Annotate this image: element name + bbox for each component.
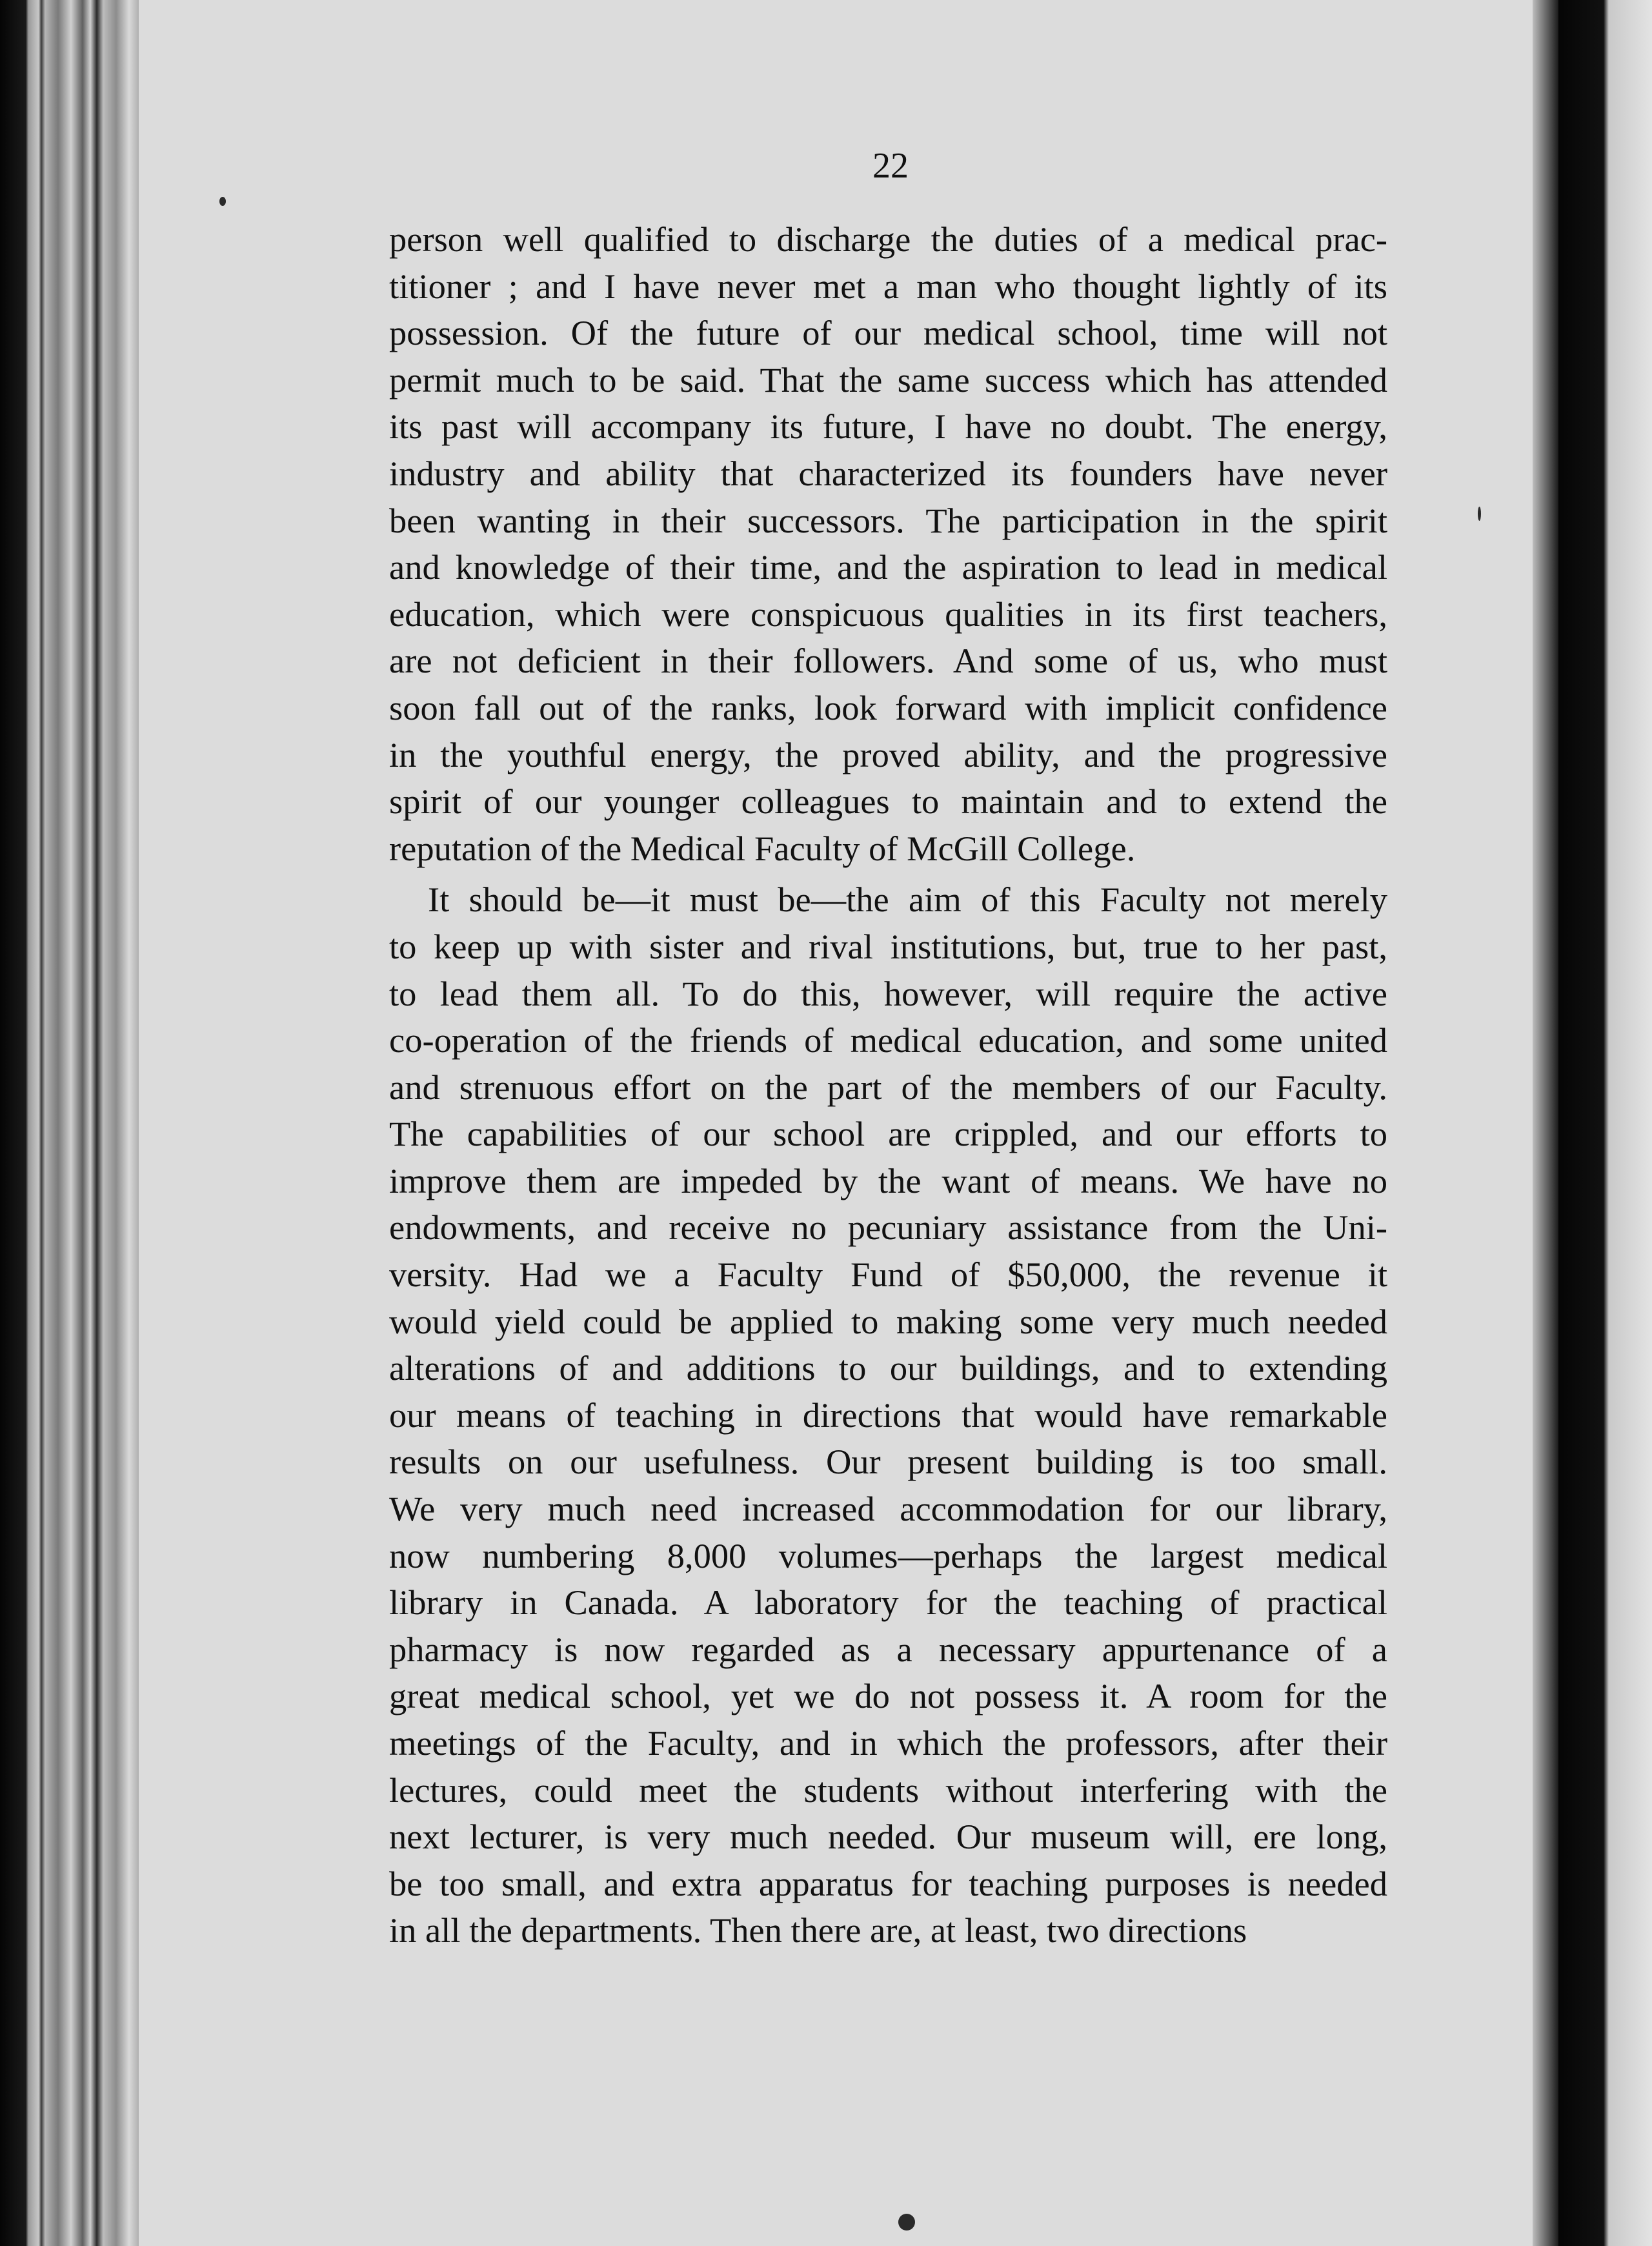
scan-speck: [219, 197, 226, 206]
text-line: pharmacy is now regarded as a necessary appurtenance of a: [389, 1629, 1387, 1669]
text-line: The capabilities of our school are crippled, and our efforts to: [389, 1114, 1387, 1154]
text-line: lectures, could meet the students without interfering with the: [389, 1770, 1387, 1810]
text-line: possession. Of the future of our medical school, time will not: [389, 313, 1387, 353]
text-line: improve them are impeded by the want of means. We have no: [389, 1160, 1387, 1200]
text-line: soon fall out of the ranks, look forward with implicit confidence: [389, 687, 1387, 727]
text-line: to keep up with sister and rival institutions, but, true to her past,: [389, 926, 1387, 966]
text-line: next lecturer, is very much needed. Our museum will, ere long,: [389, 1817, 1387, 1857]
book-page-edge-right: [1558, 0, 1652, 2246]
text-line: in all the departments. Then there are, at least, two directions: [389, 1910, 1247, 1950]
text-line: in the youthful energy, the proved ability, and the progressive: [389, 734, 1387, 774]
text-line: and strenuous effort on the part of the members of our Faculty.: [389, 1067, 1387, 1107]
page-number: 22: [872, 146, 909, 186]
paragraph: [389, 876, 1387, 1954]
scan-speck: [1478, 507, 1481, 521]
text-line: endowments, and receive no pecuniary assistance from the Uni-: [389, 1208, 1387, 1248]
text-line: are not deficient in their followers. And some of us, who must: [389, 641, 1387, 681]
text-line: education, which were conspicuous qualities in its first teachers,: [389, 594, 1387, 634]
text-line: library in Canada. A laboratory for the teaching of practical: [389, 1583, 1387, 1623]
text-line: its past will accompany its future, I have no doubt. The energy,: [389, 407, 1387, 447]
text-line: co-operation of the friends of medical education, and some united: [389, 1020, 1387, 1060]
text-line: would yield could be applied to making some very much needed: [389, 1301, 1387, 1341]
text-line: been wanting in their successors. The participation in the spirit: [389, 500, 1387, 540]
paragraph-gap: [389, 872, 1387, 876]
text-line: results on our usefulness. Our present building is too small.: [389, 1442, 1387, 1482]
gutter-shadow: [1533, 0, 1558, 2246]
book-page-edges-left: [0, 0, 139, 2246]
text-line: alterations of and additions to our buildings, and to extending: [389, 1348, 1387, 1388]
text-line: titioner ; and I have never met a man who thought lightly of its: [389, 266, 1387, 306]
text-line: It should be—it must be—the aim of this Faculty not merely: [428, 880, 1387, 920]
text-line: permit much to be said. That the same success which has attended: [389, 359, 1387, 400]
paragraph: [389, 216, 1387, 872]
text-line: We very much need increased accommodation for our library,: [389, 1489, 1387, 1529]
text-line: our means of teaching in directions that would have remarkable: [389, 1395, 1387, 1435]
text-line: and knowledge of their time, and the aspiration to lead in medical: [389, 547, 1387, 587]
text-line: industry and ability that characterized its founders have never: [389, 453, 1387, 493]
text-line: meetings of the Faculty, and in which the professors, after their: [389, 1723, 1387, 1763]
text-line: reputation of the Medical Faculty of McGill College.: [389, 828, 1136, 868]
text-line: great medical school, yet we do not possess it. A room for the: [389, 1676, 1387, 1716]
text-line: person well qualified to discharge the duties of a medical prac-: [389, 219, 1387, 259]
scan-speck: [898, 2214, 915, 2231]
text-line: to lead them all. To do this, however, will require the active: [389, 973, 1387, 1013]
text-line: now numbering 8,000 volumes—perhaps the largest medical: [389, 1535, 1387, 1575]
text-line: versity. Had we a Faculty Fund of $50,000, the revenue it: [389, 1255, 1387, 1295]
text-line: spirit of our younger colleagues to maintain and to extend the: [389, 782, 1387, 822]
text-line: be too small, and extra apparatus for teaching purposes is needed: [389, 1863, 1387, 1903]
body-text: [389, 216, 1387, 1954]
